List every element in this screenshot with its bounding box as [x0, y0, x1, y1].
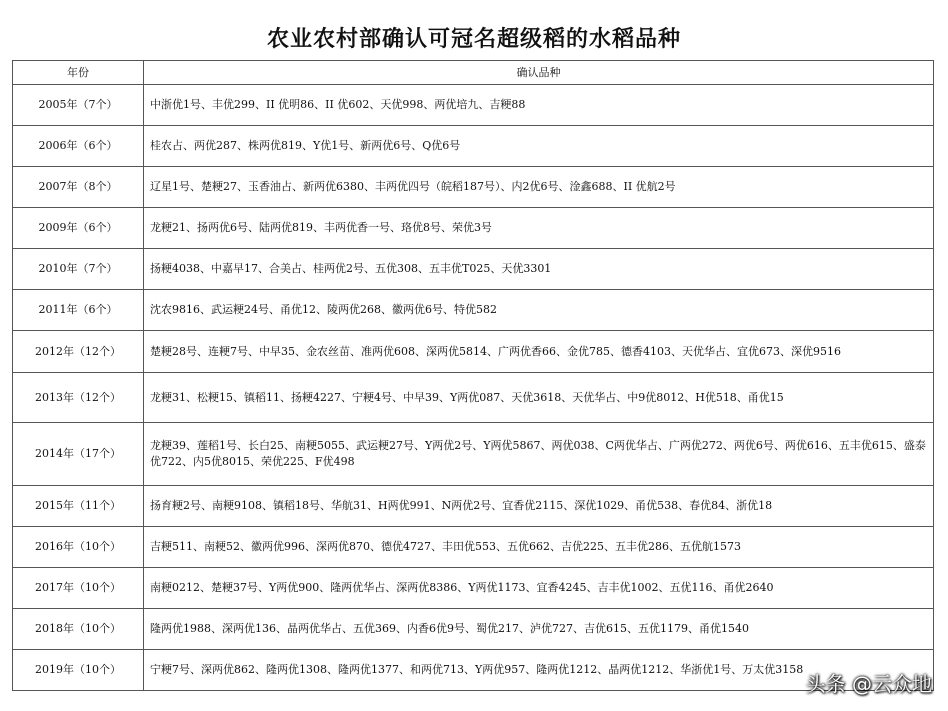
table-row	[13, 568, 934, 609]
varieties-cell: 吉粳511、南粳52、徽两优996、深两优870、德优4727、丰田优553、五优662、吉优225、五丰优286、五优航1573	[144, 527, 934, 568]
varieties-cell: 扬粳4038、中嘉早17、合美占、桂两优2号、五优308、五丰优T025、天优3301	[144, 249, 934, 290]
varieties-cell: 中浙优1号、丰优299、II 优明86、II 优602、天优998、两优培九、吉粳88	[144, 85, 934, 126]
year-cell: 2010年（7个）	[13, 249, 144, 290]
varieties-cell: 辽星1号、楚粳27、玉香油占、新两优6380、丰两优四号（皖稻187号）、内2优6号、淦鑫688、II 优航2号	[144, 167, 934, 208]
varieties-cell: 桂农占、两优287、株两优819、Y优1号、新两优6号、Q优6号	[144, 126, 934, 167]
varieties-cell: 龙粳31、松粳15、镇稻11、扬粳4227、宁粳4号、中早39、Y两优087、天优3618、天优华占、中9优8012、H优518、甬优15	[144, 373, 934, 423]
table-row	[13, 331, 934, 373]
table-row	[13, 249, 934, 290]
year-cell: 2012年（12个）	[13, 331, 144, 373]
year-cell: 2013年（12个）	[13, 373, 144, 423]
year-cell: 2005年（7个）	[13, 85, 144, 126]
varieties-cell: 沈农9816、武运粳24号、甬优12、陵两优268、徽两优6号、特优582	[144, 290, 934, 331]
year-cell: 2015年（11个）	[13, 486, 144, 527]
year-cell: 2007年（8个）	[13, 167, 144, 208]
column-header-varieties: 确认品种	[144, 61, 934, 85]
varieties-cell: 龙粳39、莲稻1号、长白25、南粳5055、武运粳27号、Y两优2号、Y两优5867、两优038、C两优华占、广两优272、两优6号、两优616、五丰优615、盛泰优722、内5优8015、荣优225、F优498	[144, 423, 934, 486]
year-cell: 2019年（10个）	[13, 650, 144, 691]
table-row	[13, 85, 934, 126]
year-cell: 2016年（10个）	[13, 527, 144, 568]
table-row	[13, 650, 934, 691]
year-cell: 2017年（10个）	[13, 568, 144, 609]
table-row	[13, 373, 934, 423]
table-row	[13, 208, 934, 249]
varieties-cell: 南粳0212、楚粳37号、Y两优900、隆两优华占、深两优8386、Y两优1173、宜香4245、吉丰优1002、五优116、甬优2640	[144, 568, 934, 609]
year-cell: 2014年（17个）	[13, 423, 144, 486]
year-cell: 2011年（6个）	[13, 290, 144, 331]
year-cell: 2006年（6个）	[13, 126, 144, 167]
page-title: 农业农村部确认可冠名超级稻的水稻品种	[266, 26, 681, 52]
table-row	[13, 527, 934, 568]
year-cell: 2009年（6个）	[13, 208, 144, 249]
column-header-year: 年份	[13, 61, 144, 85]
varieties-cell: 龙粳21、扬两优6号、陆两优819、丰两优香一号、珞优8号、荣优3号	[144, 208, 934, 249]
table-row	[13, 290, 934, 331]
table-row	[13, 423, 934, 486]
table-row	[13, 609, 934, 650]
varieties-cell: 扬育粳2号、南粳9108、镇稻18号、华航31、H两优991、N两优2号、宜香优2115、深优1029、甬优538、春优84、浙优18	[144, 486, 934, 527]
table-row	[13, 126, 934, 167]
year-cell: 2018年（10个）	[13, 609, 144, 650]
watermark: 头条 @云众地	[805, 672, 932, 696]
table-header-row	[13, 61, 934, 85]
table-row	[13, 167, 934, 208]
super-rice-table	[12, 60, 934, 691]
varieties-cell: 楚粳28号、连粳7号、中早35、金农丝苗、准两优608、深两优5814、广两优香66、金优785、德香4103、天优华占、宜优673、深优9516	[144, 331, 934, 373]
varieties-cell: 宁粳7号、深两优862、隆两优1308、隆两优1377、和两优713、Y两优957、隆两优1212、晶两优1212、华浙优1号、万太优3158	[144, 650, 934, 691]
table-row	[13, 486, 934, 527]
varieties-cell: 隆两优1988、深两优136、晶两优华占、五优369、内香6优9号、蜀优217、泸优727、吉优615、五优1179、甬优1540	[144, 609, 934, 650]
